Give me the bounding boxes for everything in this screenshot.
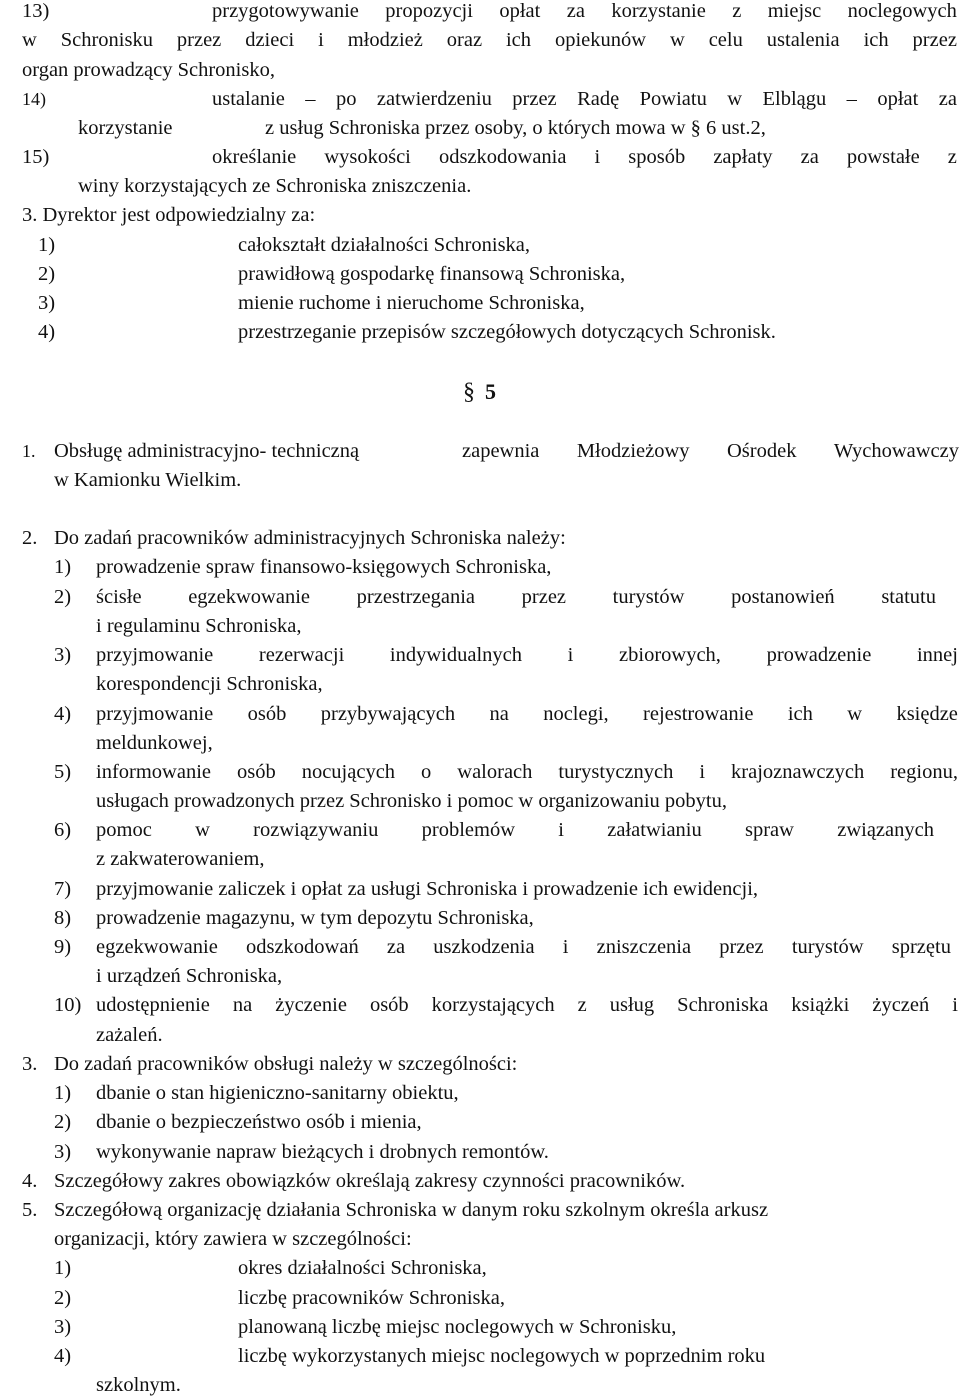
- section-heading: [463, 377, 496, 407]
- list-number: 1): [38, 234, 56, 256]
- word: o: [421, 761, 432, 783]
- list-item-text: [22, 26, 957, 55]
- list-item-text: winy korzystających ze Schroniska zniszczenia.: [78, 175, 472, 197]
- paragraph-heading: Do zadań pracowników obsługi należy w szczególności:: [54, 1053, 518, 1075]
- word: przez: [176, 29, 222, 51]
- word: Powiatu: [639, 88, 707, 110]
- paragraph-text: Szczegółowy zakres obowiązków określają zakresy czynności pracowników.: [54, 1170, 686, 1192]
- word: innej: [916, 644, 958, 666]
- word: przyjmowanie: [96, 703, 214, 725]
- list-item-text: prawidłową gospodarkę finansową Schroniska,: [238, 263, 626, 285]
- list-number: 2): [54, 1287, 72, 1309]
- list-item-text: korzystanie: [78, 117, 173, 139]
- list-number: 1): [54, 1082, 72, 1104]
- list-number: 8): [54, 907, 72, 929]
- word: opłat: [499, 0, 541, 22]
- list-item-text: [96, 583, 936, 612]
- paragraph-number: 2.: [22, 527, 38, 549]
- word: i: [699, 761, 706, 783]
- word: egzekwowanie: [96, 936, 218, 958]
- word: Radę: [577, 88, 620, 110]
- list-item-text: okres działalności Schroniska,: [238, 1257, 487, 1279]
- word: za: [800, 146, 819, 168]
- word: po: [335, 88, 357, 110]
- list-number: 13): [22, 0, 50, 22]
- word: prowadzenie: [766, 644, 872, 666]
- word: w: [669, 29, 685, 51]
- word: życzeń: [872, 994, 930, 1016]
- word: przygotowywanie: [212, 0, 359, 22]
- paragraph-text: Szczegółową organizację działania Schroniska w danym roku szkolnym określa arkusz: [54, 1199, 769, 1221]
- word: zapewnia: [462, 440, 540, 462]
- word: osób: [369, 994, 409, 1016]
- word: rozwiązywaniu: [253, 819, 379, 841]
- word: egzekwowanie: [188, 586, 310, 608]
- word: noclegowych: [847, 0, 957, 22]
- word: problemów: [421, 819, 516, 841]
- list-item-text: dbanie o stan higieniczno-sanitarny obiektu,: [96, 1082, 459, 1104]
- word: z: [577, 994, 587, 1016]
- word: sprzętu: [891, 936, 951, 958]
- word: usług: [609, 994, 655, 1016]
- list-item-text: prowadzenie spraw finansowo-księgowych Schroniska,: [96, 556, 552, 578]
- word: osób: [247, 703, 287, 725]
- word: życzenie: [275, 994, 347, 1016]
- word: ścisłe: [96, 586, 142, 608]
- word: –: [305, 88, 316, 110]
- word: przez: [521, 586, 567, 608]
- word: ustalanie: [212, 88, 285, 110]
- list-item-text: z usług Schroniska przez osoby, o których mowa w § 6 ust.2,: [265, 117, 766, 139]
- list-number: 9): [54, 936, 72, 958]
- word: z: [732, 0, 742, 22]
- word: rezerwacji: [258, 644, 345, 666]
- list-item-text: liczbę pracowników Schroniska,: [238, 1287, 505, 1309]
- word: Wychowawczy: [833, 440, 959, 462]
- list-item-text: przestrzeganie przepisów szczegółowych dotyczących Schronisk.: [238, 321, 776, 343]
- list-number: 2): [54, 1111, 72, 1133]
- word: –: [846, 88, 857, 110]
- word: odszkodowania: [438, 146, 567, 168]
- word: zniszczenia: [596, 936, 692, 958]
- word: ustalenia: [766, 29, 840, 51]
- word: i: [558, 819, 564, 841]
- list-number: 6): [54, 819, 72, 841]
- list-number: 2): [38, 263, 56, 285]
- word: statutu: [881, 586, 936, 608]
- section-number: 5: [485, 379, 496, 404]
- word: osób: [236, 761, 276, 783]
- list-item-text: organ prowadzący Schronisko,: [22, 59, 275, 81]
- list-number: 3): [38, 292, 56, 314]
- word: Elblągu: [762, 88, 827, 110]
- list-item-text: [96, 991, 958, 1020]
- list-number: 10): [54, 994, 82, 1016]
- list-item-text: z zakwaterowaniem,: [96, 848, 265, 870]
- list-item-text: i urządzeń Schroniska,: [96, 965, 283, 987]
- word: wysokości: [324, 146, 411, 168]
- paragraph-heading: 3. Dyrektor jest odpowiedzialny za:: [22, 204, 316, 226]
- word: ich: [787, 703, 813, 725]
- list-item-text: [212, 143, 957, 172]
- word: i: [562, 936, 569, 958]
- list-number: 3): [54, 1141, 72, 1163]
- word: i: [594, 146, 601, 168]
- word: w: [195, 819, 210, 841]
- word: uszkodzenia: [433, 936, 535, 958]
- word: w: [847, 703, 863, 725]
- list-item-text: [96, 933, 951, 962]
- word: spraw: [745, 819, 794, 841]
- word: postanowień: [731, 586, 835, 608]
- word: turystycznych: [558, 761, 674, 783]
- list-item-text: usługach prowadzonych przez Schronisko i pomoc w organizowaniu pobytu,: [96, 790, 727, 812]
- paragraph-text: organizacji, który zawiera w szczególności:: [54, 1228, 412, 1250]
- word: propozycji: [385, 0, 473, 22]
- word: Schroniska: [677, 994, 769, 1016]
- word: noclegi,: [543, 703, 609, 725]
- list-item-text: przyjmowanie zaliczek i opłat za usługi Schroniska i prowadzenie ich ewidencji,: [96, 878, 759, 900]
- list-item-text: i regulaminu Schroniska,: [96, 615, 302, 637]
- word: ich: [505, 29, 532, 51]
- list-number: 2): [54, 586, 72, 608]
- word: na: [232, 994, 253, 1016]
- word: miejsc: [767, 0, 822, 22]
- word: za: [386, 936, 406, 958]
- list-number: 3): [54, 1316, 72, 1338]
- word: regionu,: [890, 761, 958, 783]
- word: oraz: [446, 29, 483, 51]
- word: udostępnienie: [96, 994, 210, 1016]
- word: dzieci: [245, 29, 295, 51]
- word: w: [727, 88, 743, 110]
- word: i: [567, 644, 574, 666]
- word: korzystanie: [611, 0, 706, 22]
- list-item-text: liczbę wykorzystanych miejsc noclegowych w poprzednim roku: [238, 1345, 766, 1367]
- word: korzystających: [431, 994, 555, 1016]
- paragraph-text: [462, 437, 959, 466]
- word: przybywających: [320, 703, 456, 725]
- word: rejestrowanie: [643, 703, 754, 725]
- paragraph-heading: Do zadań pracowników administracyjnych Schroniska należy:: [54, 527, 566, 549]
- word: sposób: [628, 146, 686, 168]
- list-item-text: całokształt działalności Schroniska,: [238, 234, 531, 256]
- word: związanych: [837, 819, 934, 841]
- word: turystów: [791, 936, 864, 958]
- word: celu: [708, 29, 743, 51]
- list-item-text: meldunkowej,: [96, 732, 213, 754]
- list-item-text: [212, 0, 957, 26]
- list-number: 3): [54, 644, 72, 666]
- word: księdze: [896, 703, 958, 725]
- paragraph-number: 3.: [22, 1053, 38, 1075]
- word: zapłaty: [713, 146, 773, 168]
- list-item-text: szkolnym.: [96, 1374, 181, 1396]
- word: Młodzieżowy: [576, 440, 690, 462]
- list-number: 4): [54, 1345, 72, 1367]
- list-number: 5): [54, 761, 72, 783]
- word: książki: [791, 994, 850, 1016]
- word: przyjmowanie: [96, 644, 214, 666]
- word: na: [489, 703, 509, 725]
- list-item-text: dbanie o bezpieczeństwo osób i mienia,: [96, 1111, 422, 1133]
- word: przez: [912, 29, 957, 51]
- word: powstałe: [846, 146, 920, 168]
- word: turystów: [612, 586, 685, 608]
- word: za: [566, 0, 585, 22]
- word: Schronisku: [60, 29, 153, 51]
- word: za: [938, 88, 957, 110]
- list-number: 7): [54, 878, 72, 900]
- list-item-text: wykonywanie napraw bieżących i drobnych remontów.: [96, 1141, 549, 1163]
- word: indywidualnych: [389, 644, 523, 666]
- section-symbol: §: [463, 379, 475, 405]
- word: określanie: [212, 146, 297, 168]
- list-item-text: [96, 700, 958, 729]
- word: załatwianiu: [607, 819, 702, 841]
- word: ich: [863, 29, 889, 51]
- list-item-text: zażaleń.: [96, 1024, 163, 1046]
- word: i: [318, 29, 324, 51]
- paragraph-number: 4.: [22, 1170, 38, 1192]
- list-number: 4): [38, 321, 56, 343]
- list-item-text: korespondencji Schroniska,: [96, 673, 323, 695]
- word: i: [952, 994, 958, 1016]
- paragraph-text: w Kamionku Wielkim.: [54, 469, 242, 491]
- list-number: 1): [54, 1257, 72, 1279]
- list-item-text: prowadzenie magazynu, w tym depozytu Schroniska,: [96, 907, 534, 929]
- word: nocujących: [301, 761, 396, 783]
- word: przestrzegania: [356, 586, 476, 608]
- list-number: 4): [54, 703, 72, 725]
- paragraph-text: Obsługę administracyjno- techniczną: [54, 440, 360, 462]
- list-number: 1): [54, 556, 72, 578]
- list-number: 14): [22, 89, 46, 109]
- list-number: 15): [22, 146, 50, 168]
- word: opłat: [877, 88, 919, 110]
- list-item-text: [96, 641, 958, 670]
- paragraph-number: 5.: [22, 1199, 38, 1221]
- list-item-text: planowaną liczbę miejsc noclegowych w Schronisku,: [238, 1316, 677, 1338]
- list-item-text: [212, 85, 957, 114]
- list-item-text: mienie ruchome i nieruchome Schroniska,: [238, 292, 585, 314]
- word: odszkodowań: [245, 936, 359, 958]
- word: pomoc: [96, 819, 152, 841]
- word: Ośrodek: [726, 440, 797, 462]
- list-item-text: [96, 758, 958, 787]
- word: w: [22, 29, 37, 51]
- word: walorach: [457, 761, 533, 783]
- list-item-text: [96, 816, 934, 845]
- word: z: [947, 146, 957, 168]
- paragraph-number: 1.: [22, 441, 36, 461]
- word: krajoznawczych: [731, 761, 865, 783]
- word: przez: [719, 936, 764, 958]
- word: opiekunów: [554, 29, 647, 51]
- word: młodzież: [347, 29, 423, 51]
- word: informowanie: [96, 761, 211, 783]
- word: zatwierdzeniu: [376, 88, 492, 110]
- word: zbiorowych,: [619, 644, 721, 666]
- word: przez: [512, 88, 557, 110]
